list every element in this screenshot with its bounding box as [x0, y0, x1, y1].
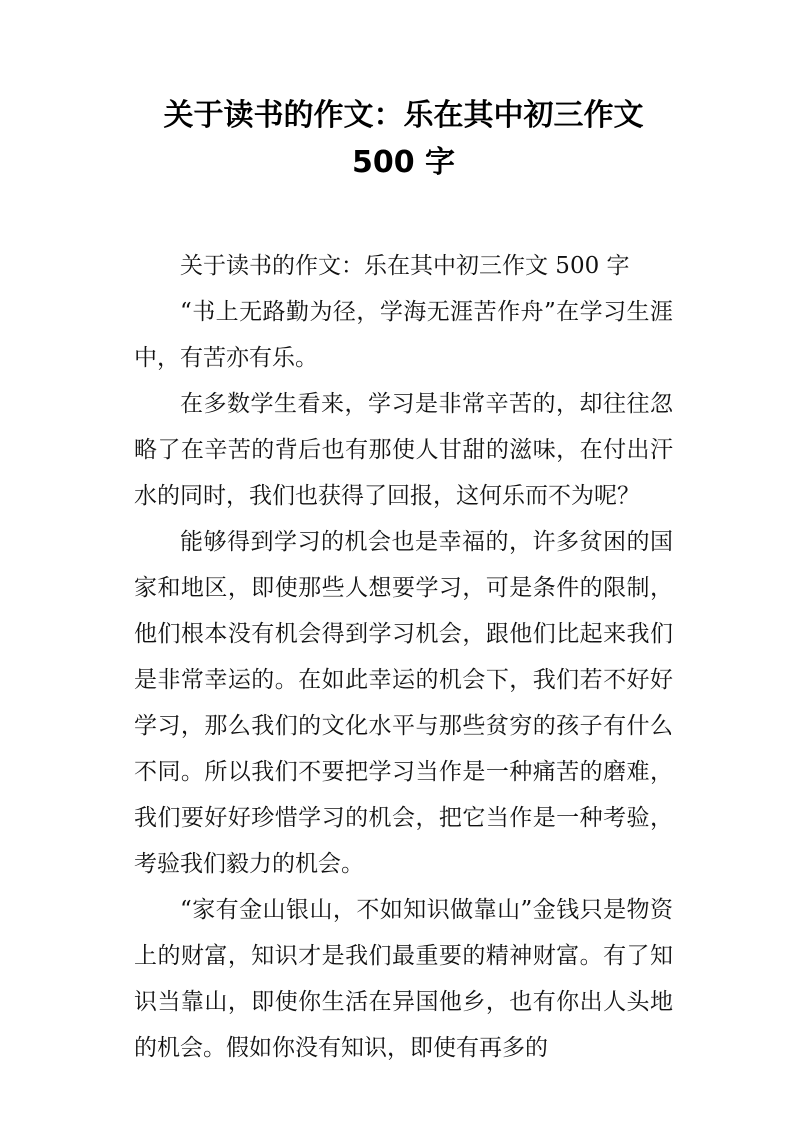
paragraph-3: 在多数学生看来，学习是非常辛苦的，却往往忽略了在辛苦的背后也有那使人甘甜的滋味，在付出汗水的同时，我们也获得了回报，这何乐而不为呢？ [134, 391, 673, 509]
title-line-1: 关于读书的作文：乐在其中初三作文 [163, 98, 644, 133]
paragraph-2: “书上无路勤为径，学海无涯苦作舟”在学习生涯中，有苦亦有乐。 [134, 299, 673, 371]
paragraph-5: “家有金山银山，不如知识做靠山”金钱只是物资上的财富，知识才是我们最重要的精神财富。有了知识当靠山，即使你生活在异国他乡，也有你出人头地的机会。假如你没有知识，即使有再多的 [134, 897, 673, 1061]
title-line-2: 500 字 [351, 145, 456, 180]
paragraph-1: 关于读书的作文：乐在其中初三作文 500 字 [180, 253, 630, 279]
document-body [134, 243, 673, 1071]
document-title [134, 92, 673, 186]
paragraph-4: 能够得到学习的机会也是幸福的，许多贫困的国家和地区，即使那些人想要学习，可是条件的限制，他们根本没有机会得到学习机会，跟他们比起来我们是非常幸运的。在如此幸运的机会下，我们若不好好学习，那么我们的文化水平与那些贫穷的孩子有什么不同。所以我们不要把学习当作是一种痛苦的磨难，我们要好好珍惜学习的机会，把它当作是一种考验，考验我们毅力的机会。 [134, 529, 673, 877]
